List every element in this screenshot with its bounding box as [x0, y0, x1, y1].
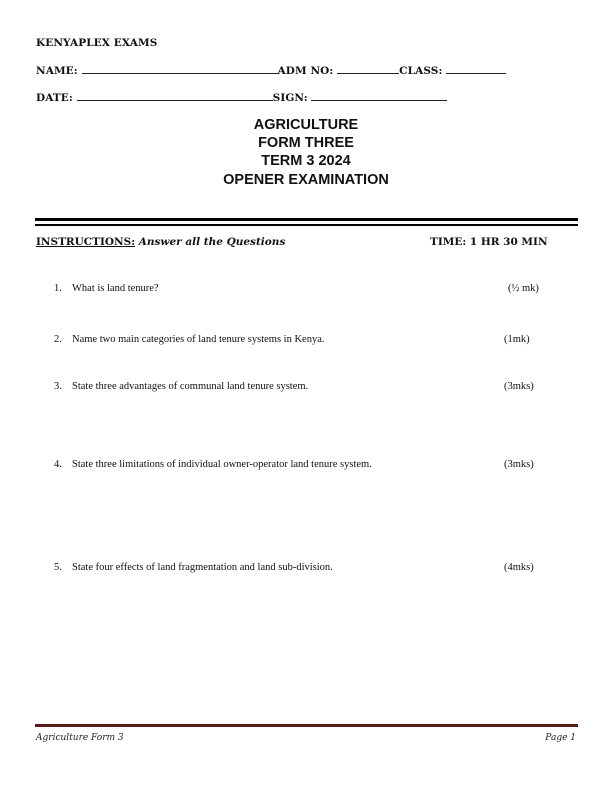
question-5	[54, 562, 333, 573]
question-3-marks: (3mks)	[504, 381, 534, 392]
title-term: TERM 3 2024	[261, 153, 351, 169]
instructions-label: INSTRUCTIONS:	[36, 236, 136, 248]
header-divider-thick	[35, 218, 578, 221]
question-text: Name two main categories of land tenure systems in Kenya.	[72, 334, 325, 345]
exam-time: TIME: 1 HR 30 MIN	[430, 236, 548, 248]
name-label: NAME:	[36, 65, 78, 77]
question-3	[54, 381, 308, 392]
question-text: State three limitations of individual owner-operator land tenure system.	[72, 459, 372, 470]
sign-field-line[interactable]	[311, 91, 447, 101]
question-2-marks: (1mk)	[504, 334, 530, 345]
question-text: What is land tenure?	[72, 283, 159, 294]
instructions-text: Answer all the Questions	[138, 236, 286, 248]
date-label: DATE:	[36, 92, 73, 104]
name-field-line[interactable]	[82, 64, 278, 74]
class-label: CLASS:	[399, 65, 443, 77]
question-5-marks: (4mks)	[504, 562, 534, 573]
title-exam: OPENER EXAMINATION	[223, 172, 389, 188]
question-number: 3.	[54, 381, 62, 392]
question-4	[54, 459, 372, 470]
footer-divider	[35, 724, 578, 727]
class-field-line[interactable]	[446, 64, 506, 74]
date-row	[36, 91, 447, 104]
header-divider-thin	[35, 224, 578, 226]
question-number: 4.	[54, 459, 62, 470]
title-subject: AGRICULTURE	[253, 117, 359, 133]
question-4-marks: (3mks)	[504, 459, 534, 470]
date-field-line[interactable]	[77, 91, 273, 101]
question-number: 2.	[54, 334, 62, 345]
question-2	[54, 334, 325, 345]
question-number: 1.	[54, 283, 62, 294]
instructions	[36, 236, 285, 248]
adm-field-line[interactable]	[337, 64, 399, 74]
name-row	[36, 64, 506, 77]
title-form: FORM THREE	[258, 135, 354, 151]
footer-page-number: Page 1	[545, 733, 576, 743]
question-1	[54, 283, 159, 294]
question-number: 5.	[54, 562, 62, 573]
school-name: KENYAPLEX EXAMS	[36, 37, 158, 49]
question-1-marks: (½ mk)	[508, 283, 539, 294]
adm-label: ADM NO:	[277, 65, 334, 77]
sign-label: SIGN:	[272, 92, 308, 104]
footer-left: Agriculture Form 3	[36, 733, 124, 743]
question-text: State three advantages of communal land tenure system.	[72, 381, 309, 392]
question-text: State four effects of land fragmentation and land sub-division.	[72, 562, 333, 573]
